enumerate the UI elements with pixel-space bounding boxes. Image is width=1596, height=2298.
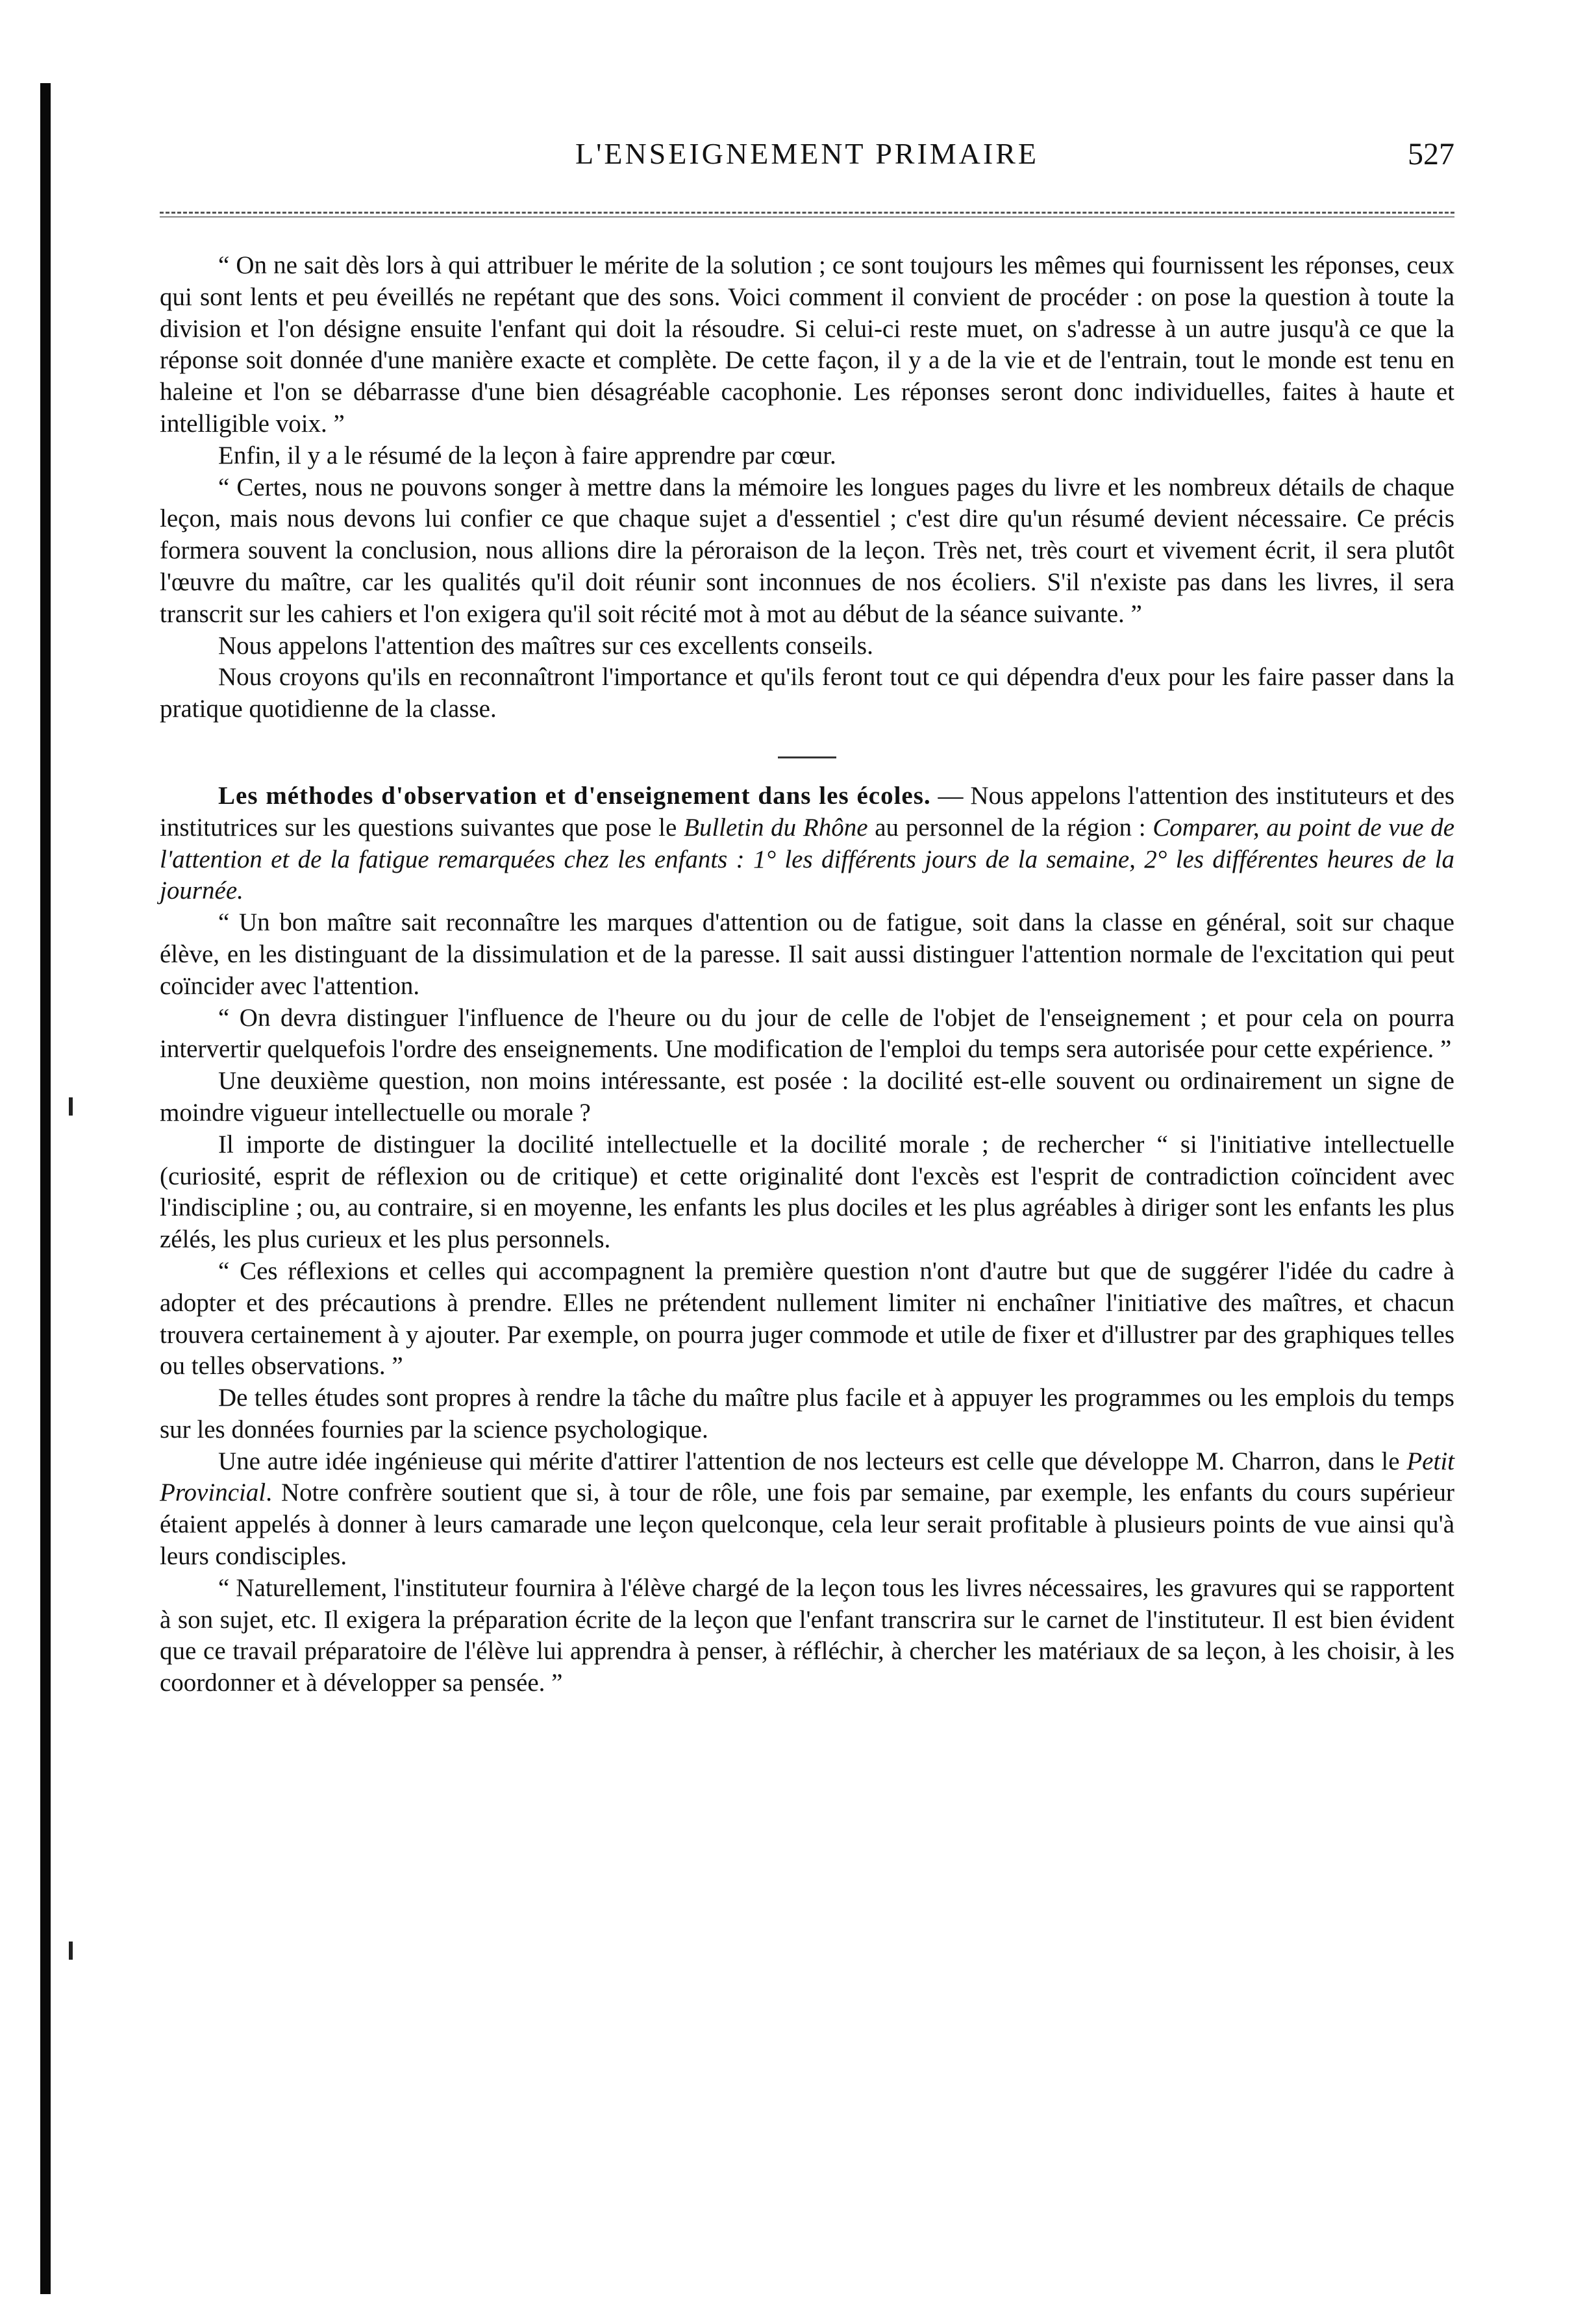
paragraph: “ On ne sait dès lors à qui attribuer le mérite de la solution ; ce sont toujours les mêmes qui fournissent les réponses, ceux qui sont lents et peu éveillés ne repétant que des sons. Voici comment il convient de procéder : on pose la question à toute la division et l'on désigne ensuite l'enfant qui doit la résoudre. Si celui-ci reste muet, on s'adresse à un autre jusqu'à ce que la réponse soit donnée d'une manière exacte et complète. De cette façon, il y a de la vie et de l'entrain, tout le monde est tenu en haleine et l'on se débarrasse d'une bien désagréable cacophonie. Les réponses seront donc individuelles, faites à haute et intelligible voix. ” — [160, 251, 1454, 438]
question-text: Comparer, au point de vue de l'attention et de la fatigue remarquées chez les enfants : 1° les différents jours de la semaine, 2° les différentes heures de la journée. — [160, 813, 1455, 905]
paragraph: Nous croyons qu'ils en reconnaîtront l'importance et qu'ils feront tout ce qui dépendra d'eux pour les faire passer dans la pratique quotidienne de la classe. — [160, 663, 1454, 723]
journal-title: Petit Provincial — [160, 1447, 1454, 1507]
section-title: Les méthodes d'observation et d'enseignement dans les écoles. — [218, 781, 931, 810]
running-title: L'ENSEIGNEMENT PRIMAIRE — [575, 137, 1040, 170]
page — [160, 130, 1454, 1699]
paragraph: Nous appelons l'attention des maîtres sur ces excellents conseils. — [218, 631, 873, 660]
binding-mark — [69, 1942, 73, 1960]
paragraph: “ Un bon maître sait reconnaître les marques d'attention ou de fatigue, soit dans la classe en général, soit sur chaque élève, en les distinguant de la dissimulation et de la paresse. Il sait aussi distinguer l'attention normale de l'excitation qui peut coïncider avec l'attention. — [160, 908, 1454, 1000]
binding-mark — [69, 1097, 73, 1116]
header-rule — [160, 212, 1454, 214]
paragraph: Une deuxième question, non moins intéressante, est posée : la docilité est-elle souvent ou ordinairement un signe de moindre vigueur intellectuelle ou morale ? — [160, 1067, 1454, 1127]
paragraph: “ On devra distinguer l'influence de l'heure ou du jour de celle de l'objet de l'enseignement ; et pour cela on pourra intervertir quelquefois l'ordre des enseignements. Une modification de l'emploi du temps sera autorisée pour cette expérience. ” — [160, 1003, 1454, 1064]
header-rule — [160, 216, 1454, 218]
paragraph — [160, 1446, 1454, 1573]
paragraph-text: . Notre confrère soutient que si, à tour de rôle, une fois par semaine, par exemple, les enfants du cours supérieur étaient appelés à donner à leurs camarade une leçon quelconque, cela leur serait profitable à plusieurs points de vue ainsi qu'à leurs condisciples. — [160, 1479, 1454, 1571]
paragraph: “ Ces réflexions et celles qui accompagnent la première question n'ont d'autre but que de suggérer l'idée du cadre à adopter et des précautions à prendre. Elles ne prétendent nullement limiter ni enchaîner l'initiative des maîtres, et chacun trouvera certainement à y ajouter. Par exemple, on pourra juger commode et utile de fixer et d'illustrer par des graphiques telles ou telles observations. ” — [160, 1256, 1454, 1380]
page-number: 527 — [1408, 137, 1454, 171]
paragraph: De telles études sont propres à rendre la tâche du maître plus facile et à appuyer les programmes ou les emplois du temps sur les données fournies par la science psychologique. — [160, 1384, 1454, 1443]
paragraph: Il importe de distinguer la docilité intellectuelle et la docilité morale ; de rechercher “ si l'initiative intellectuelle (curiosité, esprit de réflexion ou de critique) et cette originalité dont l'excès est l'esprit de contradiction coïncident avec l'indiscipline ; ou, au contraire, si en moyenne, les enfants les plus dociles et les plus agréables à diriger sont les enfants les plus zélés, les plus curieux et les plus personnels. — [160, 1130, 1454, 1254]
running-head — [160, 130, 1454, 182]
article-body — [160, 250, 1454, 1699]
title-dash: — — [930, 781, 971, 810]
paragraph: Enfin, il y a le résumé de la leçon à faire apprendre par cœur. — [218, 441, 836, 469]
intro-text: au personnel de la région : — [867, 813, 1153, 842]
intro-text: Nous appelons l'attention des instituteurs et des institutrices sur les questions suivantes que pose le — [160, 781, 1455, 842]
paragraph: “ Naturellement, l'instituteur fournira à l'élève chargé de la leçon tous les livres nécessaires, les gravures qui se rapportent à son sujet, etc. Il exigera la préparation écrite de la leçon que l'enfant transcrira sur le carnet de l'instituteur. Il est bien évident que ce travail préparatoire de l'élève lui apprendra à penser, à réfléchir, à chercher les matériaux de sa leçon, à les choisir, à les coordonner et à développer sa pensée. ” — [160, 1573, 1454, 1697]
section-divider — [778, 756, 836, 758]
paragraph: “ Certes, nous ne pouvons songer à mettre dans la mémoire les longues pages du livre et les nombreux détails de chaque leçon, mais nous devons lui confier ce que chaque sujet a d'essentiel ; c'est dire qu'un résumé devient nécessaire. Ce précis formera souvent la conclusion, nous allions dire la péroraison de la leçon. Très net, très court et vivement écrit, il sera plutôt l'œuvre du maître, car les qualités qu'il doit réunir sont inconnues de nos écoliers. S'il n'existe pas dans les livres, il sera transcrit sur les cahiers et l'on exigera qu'il soit récité mot à mot au début de la séance suivante. ” — [160, 473, 1454, 628]
paragraph-text: Une autre idée ingénieuse qui mérite d'attirer l'attention de nos lecteurs est celle que développe M. Charron, dans le — [218, 1447, 1407, 1475]
binding-edge — [40, 83, 51, 2294]
section-intro — [160, 781, 1454, 907]
journal-title: Bulletin du Rhône — [684, 813, 868, 842]
